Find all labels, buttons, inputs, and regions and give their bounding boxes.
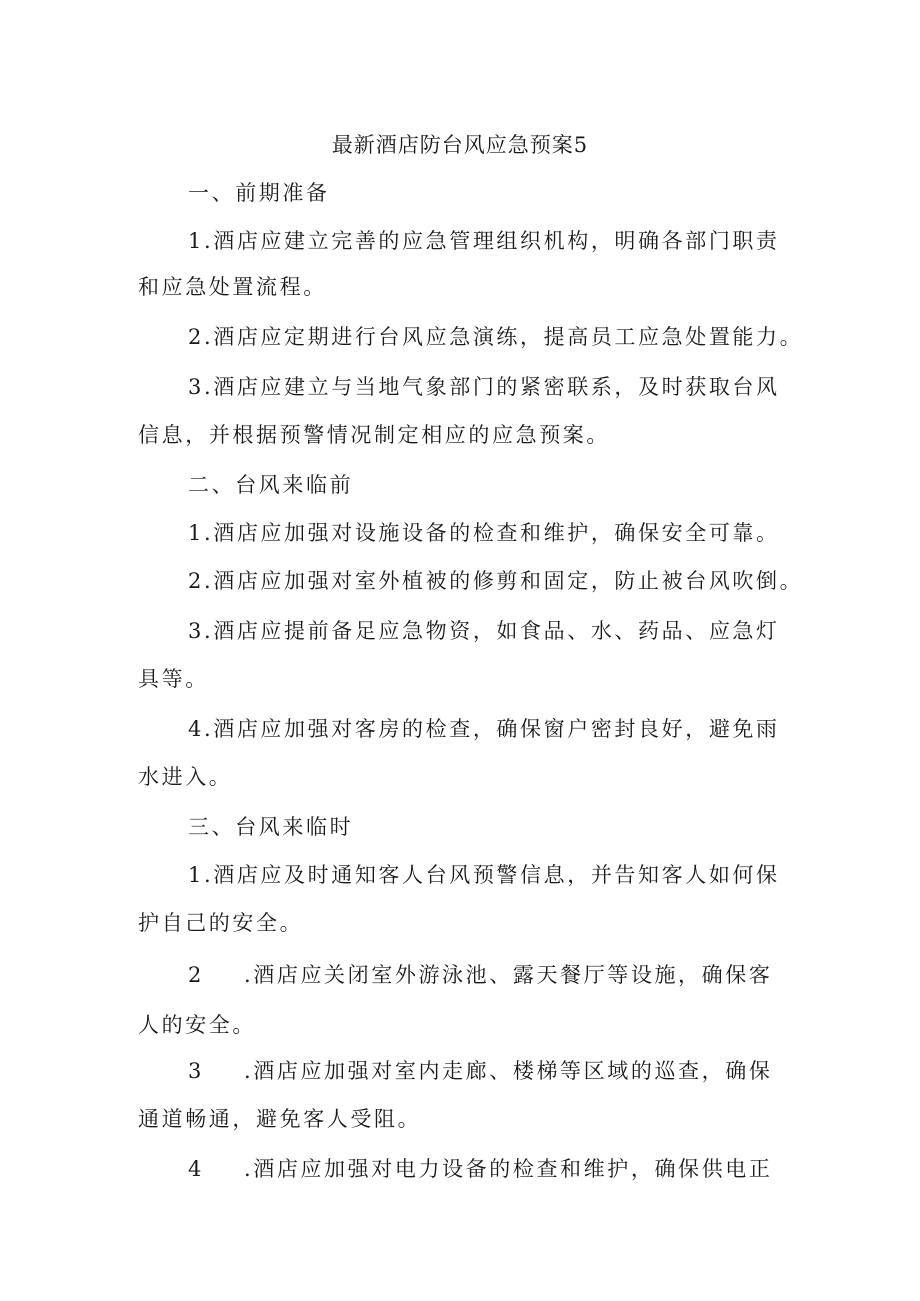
paragraph-line: 3.酒店应建立与当地气象部门的紧密联系，及时获取台风	[188, 375, 780, 399]
section-heading: 二、台风来临前	[188, 473, 354, 497]
section-heading: 三、台风来临时	[188, 815, 354, 839]
item-number: 2	[188, 963, 204, 987]
paragraph-line: 1.酒店应及时通知客人台风预警信息，并告知客人如何保	[188, 863, 780, 887]
document-title: 最新酒店防台风应急预案5	[331, 133, 589, 157]
section-heading: 一、前期准备	[188, 181, 330, 205]
paragraph-line: 3.酒店应提前备足应急物资，如食品、水、药品、应急灯	[188, 619, 780, 643]
paragraph-line: 水进入。	[138, 765, 233, 789]
paragraph-line: 1.酒店应加强对设施设备的检查和维护，确保安全可靠。	[188, 521, 780, 545]
item-text: .酒店应加强对电力设备的检查和维护，确保供电正	[243, 1157, 773, 1181]
item-text: .酒店应关闭室外游泳池、露天餐厅等设施，确保客	[243, 963, 773, 987]
paragraph-line: 信息，并根据预警情况制定相应的应急预案。	[138, 423, 610, 447]
item-number: 3	[188, 1059, 204, 1083]
paragraph-line: 人的安全。	[138, 1013, 256, 1037]
paragraph-line	[188, 1056, 772, 1086]
paragraph-line: 护自己的安全。	[138, 911, 304, 935]
paragraph-line: 4.酒店应加强对客房的检查，确保窗户密封良好，避免雨	[188, 717, 780, 741]
item-number: 4	[188, 1157, 204, 1181]
paragraph-line: 具等。	[138, 667, 209, 691]
paragraph-line: 2.酒店应定期进行台风应急演练，提高员工应急处置能力。	[188, 325, 804, 349]
paragraph-line: 和应急处置流程。	[138, 275, 327, 299]
paragraph-line	[188, 960, 772, 990]
paragraph-line: 1.酒店应建立完善的应急管理组织机构，明确各部门职责	[188, 229, 780, 253]
item-text: .酒店应加强对室内走廊、楼梯等区域的巡查，确保	[243, 1059, 773, 1083]
paragraph-line: 2.酒店应加强对室外植被的修剪和固定，防止被台风吹倒。	[188, 569, 804, 593]
paragraph-line: 通道畅通，避免客人受阻。	[138, 1107, 422, 1131]
paragraph-line	[188, 1154, 772, 1184]
